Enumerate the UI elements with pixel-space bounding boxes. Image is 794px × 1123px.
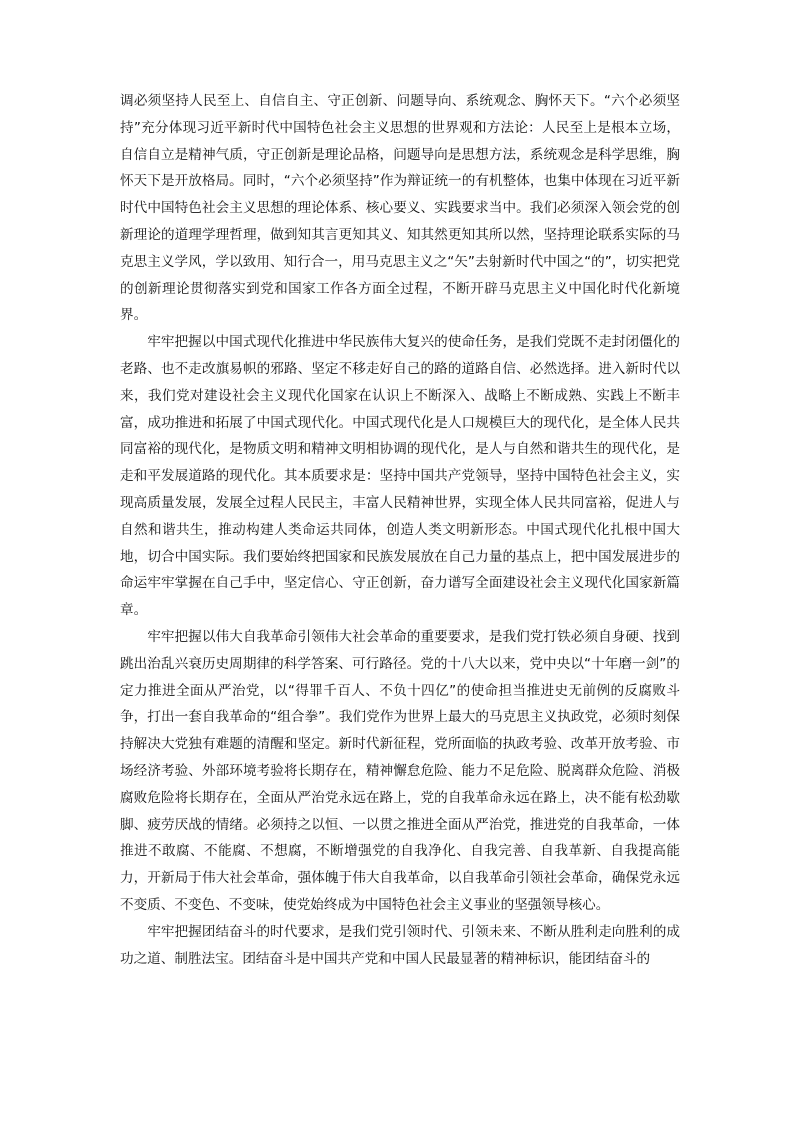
paragraph-self-revolution: 牢牢把握以伟大自我革命引领伟大社会革命的重要要求，是我们党打铁必须自身硬、找到跳出治乱兴衰历史周期律的科学答案、可行路径。党的十八大以来，党中央以“十年磨一剑”的定力推进全面从严治党，以“得罪千百人、不负十四亿”的使命担当推进史无前例的反腐败斗争，打出一套自我革命的“组合拳”。我们党作为世界上最大的马克思主义执政党，必须时刻保持解决大党独有难题的清醒和坚定。新时代新征程，党所面临的执政考验、改革开放考验、市场经济考验、外部环境考验将长期存在，精神懈怠危险、能力不足危险、脱离群众危险、消极腐败危险将长期存在，全面从严治党永远在路上，党的自我革命永远在路上，决不能有松劲歇脚、疲劳厌战的情绪。必须持之以恒、一以贯之推进全面从严治党，推进党的自我革命，一体推进不敢腐、不能腐、不想腐，不断增强党的自我净化、自我完善、自我革新、自我提高能力，开新局于伟大社会革命，强体魄于伟大自我革命，以自我革命引领社会革命，确保党永远不变质、不变色、不变味，使党始终成为中国特色社会主义事业的坚强领导核心。 <box>120 628 680 913</box>
paragraph-unity-struggle: 牢牢把握团结奋斗的时代要求，是我们党引领时代、引领未来、不断从胜利走向胜利的成功之道、制胜法宝。团结奋斗是中国共产党和中国人民最显著的精神标识，能团结奋斗的 <box>120 923 680 967</box>
paragraph-continuation: 调必须坚持人民至上、自信自主、守正创新、问题导向、系统观念、胸怀天下。“六个必须坚持”充分体现习近平新时代中国特色社会主义思想的世界观和方法论：人民至上是根本立场，自信自立是精神气质，守正创新是理论品格，问题导向是思想方法，系统观念是科学思维，胸怀天下是开放格局。同时，“六个必须坚持”作为辩证统一的有机整体，也集中体现在习近平新时代中国特色社会主义思想的理论体系、核心要义、实践要求当中。我们必须深入领会党的创新理论的道理学理哲理，做到知其言更知其义、知其然更知其所以然，坚持理论联系实际的马克思主义学风，学以致用、知行合一，用马克思主义之“矢”去射新时代中国之“的”，切实把党的创新理论贯彻落实到党和国家工作各方面全过程，不断开辟马克思主义中国化时代化新境界。 <box>120 93 680 324</box>
paragraph-chinese-modernization: 牢牢把握以中国式现代化推进中华民族伟大复兴的使命任务，是我们党既不走封闭僵化的老路、也不走改旗易帜的邪路、坚定不移走好自己的路的道路自信、必然选择。进入新时代以来，我们党对建设社会主义现代化国家在认识上不断深入、战略上不断成熟、实践上不断丰富，成功推进和拓展了中国式现代化。中国式现代化是人口规模巨大的现代化，是全体人民共同富裕的现代化，是物质文明和精神文明相协调的现代化，是人与自然和谐共生的现代化，是走和平发展道路的现代化。其本质要求是：坚持中国共产党领导，坚持中国特色社会主义，实现高质量发展，发展全过程人民民主，丰富人民精神世界，实现全体人民共同富裕，促进人与自然和谐共生，推动构建人类命运共同体，创造人类文明新形态。中国式现代化扎根中国大地，切合中国实际。我们要始终把国家和民族发展放在自己力量的基点上，把中国发展进步的命运牢牢掌握在自己手中，坚定信心、守正创新，奋力谱写全面建设社会主义现代化国家新篇章。 <box>120 334 680 619</box>
document-page <box>120 88 680 972</box>
